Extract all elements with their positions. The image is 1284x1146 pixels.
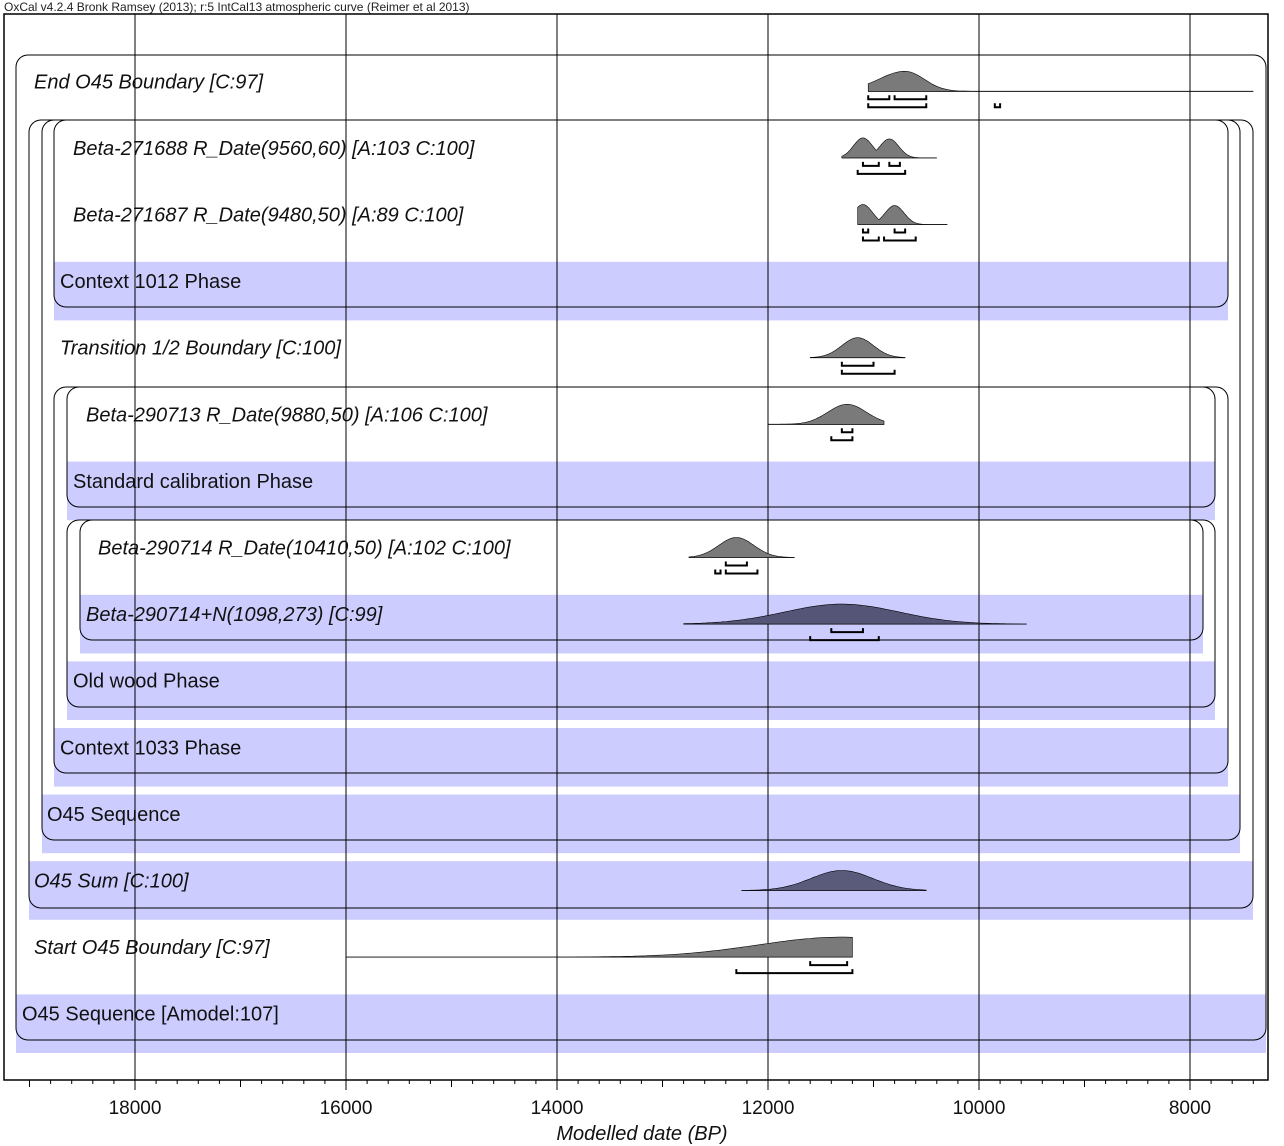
row-label-8: Beta-290714+N(1098,273) [C:99] <box>86 604 383 627</box>
hpd68-5-0 <box>842 428 853 432</box>
row-label-11: O45 Sequence <box>47 803 181 826</box>
hpd68-2-1 <box>895 229 906 233</box>
x-tick-label-10000: 10000 <box>952 1098 1006 1119</box>
row-label-13: Start O45 Boundary [C:97] <box>34 937 270 960</box>
x-tick-label-18000: 18000 <box>108 1098 162 1119</box>
hpd68-7-0 <box>726 562 747 566</box>
hpd68-4-0 <box>842 362 874 366</box>
x-tick-label-8000: 8000 <box>1168 1098 1212 1119</box>
shade-band-12 <box>29 861 1253 920</box>
row-label-14: O45 Sequence [Amodel:107] <box>22 1003 279 1026</box>
distribution-7 <box>689 538 795 558</box>
hpd95-13-0 <box>736 969 852 973</box>
row-label-10: Context 1033 Phase <box>60 737 242 760</box>
hpd68-1-1 <box>889 162 900 166</box>
hpd68-2-0 <box>863 229 868 233</box>
distribution-13 <box>346 937 852 957</box>
hpd95-2-1 <box>884 237 916 241</box>
x-tick-label-12000: 12000 <box>741 1098 795 1119</box>
hpd95-0-1 <box>995 103 1000 107</box>
distribution-5 <box>768 404 884 424</box>
hpd95-0-0 <box>868 103 926 107</box>
shade-layer <box>16 262 1266 1053</box>
row-label-2: Beta-271687 R_Date(9480,50) [A:89 C:100] <box>73 204 464 227</box>
axis-layer <box>30 1080 1254 1145</box>
row-label-5: Beta-290713 R_Date(9880,50) [A:106 C:100] <box>86 404 488 427</box>
shade-band-9 <box>67 661 1215 720</box>
x-tick-label-14000: 14000 <box>530 1098 584 1119</box>
row-label-1: Beta-271688 R_Date(9560,60) [A:103 C:100] <box>73 137 475 160</box>
row-label-3: Context 1012 Phase <box>60 271 242 294</box>
distribution-1 <box>842 138 937 158</box>
x-axis-label: Modelled date (BP) <box>556 1123 728 1145</box>
distribution-4 <box>810 338 905 358</box>
row-label-7: Beta-290714 R_Date(10410,50) [A:102 C:100] <box>98 537 511 560</box>
hpd68-0-0 <box>868 95 889 99</box>
hpd95-7-1 <box>726 570 758 574</box>
row-label-12: O45 Sum [C:100] <box>34 870 189 893</box>
hpd68-0-1 <box>895 95 927 99</box>
row-label-4: Transition 1/2 Boundary [C:100] <box>60 337 341 360</box>
x-tick-label-16000: 16000 <box>319 1098 373 1119</box>
chart-header: OxCal v4.2.4 Bronk Ramsey (2013); r:5 IntCal13 atmospheric curve (Reimer et al 2013) <box>4 0 470 14</box>
distribution-0 <box>868 71 1253 91</box>
distribution-2 <box>858 205 948 225</box>
hpd68-13-0 <box>810 961 847 965</box>
hpd68-1-0 <box>863 162 879 166</box>
shade-band-11 <box>42 795 1240 854</box>
hpd95-5-0 <box>831 436 852 440</box>
hpd95-1-0 <box>858 170 905 174</box>
hpd95-7-0 <box>715 570 720 574</box>
row-label-9: Old wood Phase <box>73 670 220 693</box>
row-label-0: End O45 Boundary [C:97] <box>34 71 264 94</box>
hpd95-2-0 <box>863 237 879 241</box>
row-label-6: Standard calibration Phase <box>73 470 314 493</box>
hpd95-4-0 <box>842 370 895 374</box>
